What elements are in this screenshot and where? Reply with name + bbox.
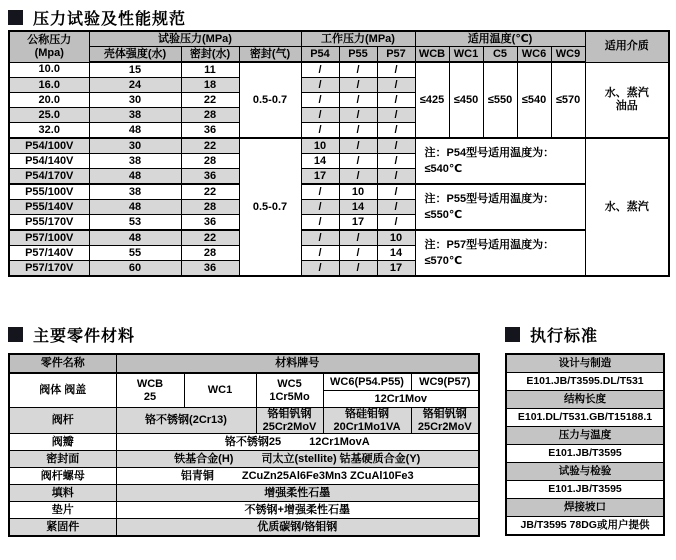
material-row-stem-nut [9, 468, 479, 485]
header-row-1 [9, 31, 669, 47]
standard-value-row [506, 373, 664, 391]
part-name-cell: 垫片 [9, 502, 116, 519]
cell: 36 [181, 169, 239, 185]
cell: 17 [377, 261, 415, 277]
cell: WC6(P54.P55) [323, 373, 411, 391]
col-shell-strength: 壳体强度(水) [89, 47, 181, 63]
col-medium: 适用介质 [585, 31, 669, 62]
cell: / [339, 108, 377, 123]
cell: 55 [89, 246, 181, 261]
cell: / [339, 154, 377, 169]
cell: 17 [339, 215, 377, 231]
cell: 10.0 [9, 62, 89, 78]
cell: 铬钼钒钢 25Cr2MoV [411, 408, 479, 434]
cell: 28 [181, 154, 239, 169]
cell: / [339, 62, 377, 78]
spec-row [9, 138, 669, 154]
col-material-grade: 材料牌号 [116, 354, 479, 373]
col-seal-water: 密封(水) [181, 47, 239, 63]
cell: / [377, 123, 415, 139]
material-row-gasket [9, 502, 479, 519]
cell: WCB 25 [116, 373, 184, 408]
standard-value-row [506, 481, 664, 499]
cell: 38 [89, 154, 181, 169]
cell: P54/100V [9, 138, 89, 154]
cell: / [377, 93, 415, 108]
part-name-cell: 密封面 [9, 451, 116, 468]
cell: / [377, 184, 415, 200]
material-row-seal-face [9, 451, 479, 468]
cell: 28 [181, 108, 239, 123]
cell: 17 [301, 169, 339, 185]
cell: 36 [181, 261, 239, 277]
cell: P54/140V [9, 154, 89, 169]
standard-value: E101.JB/T3595 [506, 481, 664, 499]
cell: 24 [89, 78, 181, 93]
section2-title-text: 主要零件材料 [33, 328, 136, 345]
material-row-packing [9, 485, 479, 502]
cell: WC1 [184, 373, 256, 408]
col-nominal-pressure: 公称压力 (Mpa) [9, 31, 89, 62]
cell: 铁基合金(H) 司太立(stellite) 钴基硬质合金(Y) [116, 451, 479, 468]
standard-value-row [506, 517, 664, 536]
col-p54: P54 [301, 47, 339, 63]
cell: P57/170V [9, 261, 89, 277]
cell: 25.0 [9, 108, 89, 123]
col-p55: P55 [339, 47, 377, 63]
cell: / [339, 261, 377, 277]
standard-value: E101.JB/T3595 [506, 445, 664, 463]
col-temperature: 适用温度(℃) [415, 31, 585, 47]
standard-label: 压力与温度 [506, 427, 664, 445]
cell: / [339, 246, 377, 261]
part-name-cell: 阀杆 [9, 408, 116, 434]
cell: 优质碳钢/铬钼钢 [116, 519, 479, 537]
cell: / [339, 78, 377, 93]
cell: 不锈钢+增强柔性石墨 [116, 502, 479, 519]
cell: 48 [89, 169, 181, 185]
cell: P57/140V [9, 246, 89, 261]
standard-value: JB/T3595 78DG或用户提供 [506, 517, 664, 536]
pressure-spec-table [8, 30, 670, 277]
cell: WC9(P57) [411, 373, 479, 391]
spec-row [9, 184, 669, 200]
cell: 60 [89, 261, 181, 277]
cell: / [301, 246, 339, 261]
section-bullet-icon [8, 10, 23, 25]
temp-limit-c5: ≤550 [483, 62, 517, 138]
standard-label: 焊接坡口 [506, 499, 664, 517]
note-p55: 注：P55型号适用温度为： ≤550℃ [415, 184, 585, 230]
cell: / [301, 261, 339, 277]
cell: 11 [181, 62, 239, 78]
cell: P54/170V [9, 169, 89, 185]
cell: 22 [181, 138, 239, 154]
cell: / [377, 78, 415, 93]
cell: 18 [181, 78, 239, 93]
cell: 48 [89, 230, 181, 246]
section2-title [8, 323, 135, 346]
col-part-name: 零件名称 [9, 354, 116, 373]
standards-table [505, 353, 665, 536]
cell: 53 [89, 215, 181, 231]
cell: 20.0 [9, 93, 89, 108]
cell: 48 [89, 200, 181, 215]
cell: 12Cr1Mov [323, 391, 479, 408]
cell: / [301, 62, 339, 78]
standard-label: 试验与检验 [506, 463, 664, 481]
standard-label-row [506, 354, 664, 373]
standard-label-row [506, 391, 664, 409]
material-row-fastener [9, 519, 479, 537]
seal-gas-merged-cell: 0.5-0.7 [239, 62, 301, 138]
material-row-body-bonnet [9, 373, 479, 391]
cell: 30 [89, 93, 181, 108]
col-p57: P57 [377, 47, 415, 63]
cell: / [377, 154, 415, 169]
cell: 22 [181, 93, 239, 108]
cell: 15 [89, 62, 181, 78]
col-seal-gas: 密封(气) [239, 47, 301, 63]
cell: / [301, 108, 339, 123]
note-p57: 注：P57型号适用温度为： ≤570℃ [415, 230, 585, 276]
medium-cell: 水、蒸汽 [585, 138, 669, 276]
cell: / [339, 169, 377, 185]
header-row-2 [9, 47, 669, 63]
cell: 14 [339, 200, 377, 215]
cell: P57/100V [9, 230, 89, 246]
cell: / [301, 230, 339, 246]
standard-label-row [506, 463, 664, 481]
col-test-pressure: 试验压力(MPa) [89, 31, 301, 47]
standard-value-row [506, 409, 664, 427]
cell: 增强柔性石墨 [116, 485, 479, 502]
standard-value: E101.JB/T3595.DL/T531 [506, 373, 664, 391]
part-name-cell: 阀杆螺母 [9, 468, 116, 485]
cell: / [301, 93, 339, 108]
cell: 14 [377, 246, 415, 261]
cell: P55/140V [9, 200, 89, 215]
standard-label: 设计与制造 [506, 354, 664, 373]
cell: / [339, 123, 377, 139]
cell: 22 [181, 184, 239, 200]
materials-header-row [9, 354, 479, 373]
cell: 30 [89, 138, 181, 154]
section3-title [505, 323, 598, 346]
cell: 28 [181, 246, 239, 261]
part-name-cell: 阀体 阀盖 [9, 373, 116, 408]
cell: 10 [377, 230, 415, 246]
cell: 36 [181, 123, 239, 139]
part-name-cell: 阀瓣 [9, 434, 116, 451]
cell: / [377, 108, 415, 123]
temp-limit-wc1: ≤450 [449, 62, 483, 138]
cell: 32.0 [9, 123, 89, 139]
cell: / [339, 230, 377, 246]
cell: / [377, 62, 415, 78]
section3-title-text: 执行标准 [530, 328, 599, 345]
section-bullet-icon [505, 327, 520, 342]
cell: 铝青铜 ZCuZn25Al6Fe3Mn3 ZCuAl10Fe3 [116, 468, 479, 485]
cell: 36 [181, 215, 239, 231]
cell: 14 [301, 154, 339, 169]
section1-title-text: 压力试验及性能规范 [33, 11, 187, 28]
cell: 铬钼钒钢 25Cr2MoV [256, 408, 323, 434]
cell: / [301, 184, 339, 200]
temp-limit-wcb: ≤425 [415, 62, 449, 138]
cell: / [377, 169, 415, 185]
section-bullet-icon [8, 327, 23, 342]
temp-limit-wc9: ≤570 [551, 62, 585, 138]
col-wc1: WC1 [449, 47, 483, 63]
standard-value-row [506, 445, 664, 463]
section1-title [8, 6, 186, 29]
cell: / [339, 93, 377, 108]
cell: / [301, 215, 339, 231]
cell: 铬硅钼钢 20Cr1Mo1VA [323, 408, 411, 434]
cell: 铬不锈钢25 12Cr1MovA [116, 434, 479, 451]
cell: 38 [89, 184, 181, 200]
cell: 48 [89, 123, 181, 139]
col-wcb: WCB [415, 47, 449, 63]
col-wc6: WC6 [517, 47, 551, 63]
seal-gas-merged-cell: 0.5-0.7 [239, 138, 301, 276]
cell: / [301, 78, 339, 93]
cell: 10 [339, 184, 377, 200]
cell: 16.0 [9, 78, 89, 93]
cell: / [339, 138, 377, 154]
cell: 28 [181, 200, 239, 215]
material-row-stem [9, 408, 479, 434]
cell: WC5 1Cr5Mo [256, 373, 323, 408]
part-name-cell: 填料 [9, 485, 116, 502]
cell: 38 [89, 108, 181, 123]
spec-row [9, 62, 669, 78]
materials-table [8, 353, 480, 537]
cell: / [301, 123, 339, 139]
standard-value: E101.DL/T531.GB/T15188.1 [506, 409, 664, 427]
cell: P55/100V [9, 184, 89, 200]
cell: / [301, 200, 339, 215]
medium-cell: 水、蒸汽 油品 [585, 62, 669, 138]
standard-label-row [506, 427, 664, 445]
cell: P55/170V [9, 215, 89, 231]
material-row-disc [9, 434, 479, 451]
standard-label-row [506, 499, 664, 517]
note-p54: 注：P54型号适用温度为： ≤540℃ [415, 138, 585, 184]
cell: 10 [301, 138, 339, 154]
cell: 22 [181, 230, 239, 246]
cell: 铬不锈钢(2Cr13) [116, 408, 256, 434]
temp-limit-wc6: ≤540 [517, 62, 551, 138]
spec-row [9, 230, 669, 246]
col-working-pressure: 工作压力(MPa) [301, 31, 415, 47]
col-wc9: WC9 [551, 47, 585, 63]
col-c5: C5 [483, 47, 517, 63]
cell: / [377, 138, 415, 154]
cell: / [377, 215, 415, 231]
part-name-cell: 紧固件 [9, 519, 116, 537]
cell: / [377, 200, 415, 215]
standard-label: 结构长度 [506, 391, 664, 409]
